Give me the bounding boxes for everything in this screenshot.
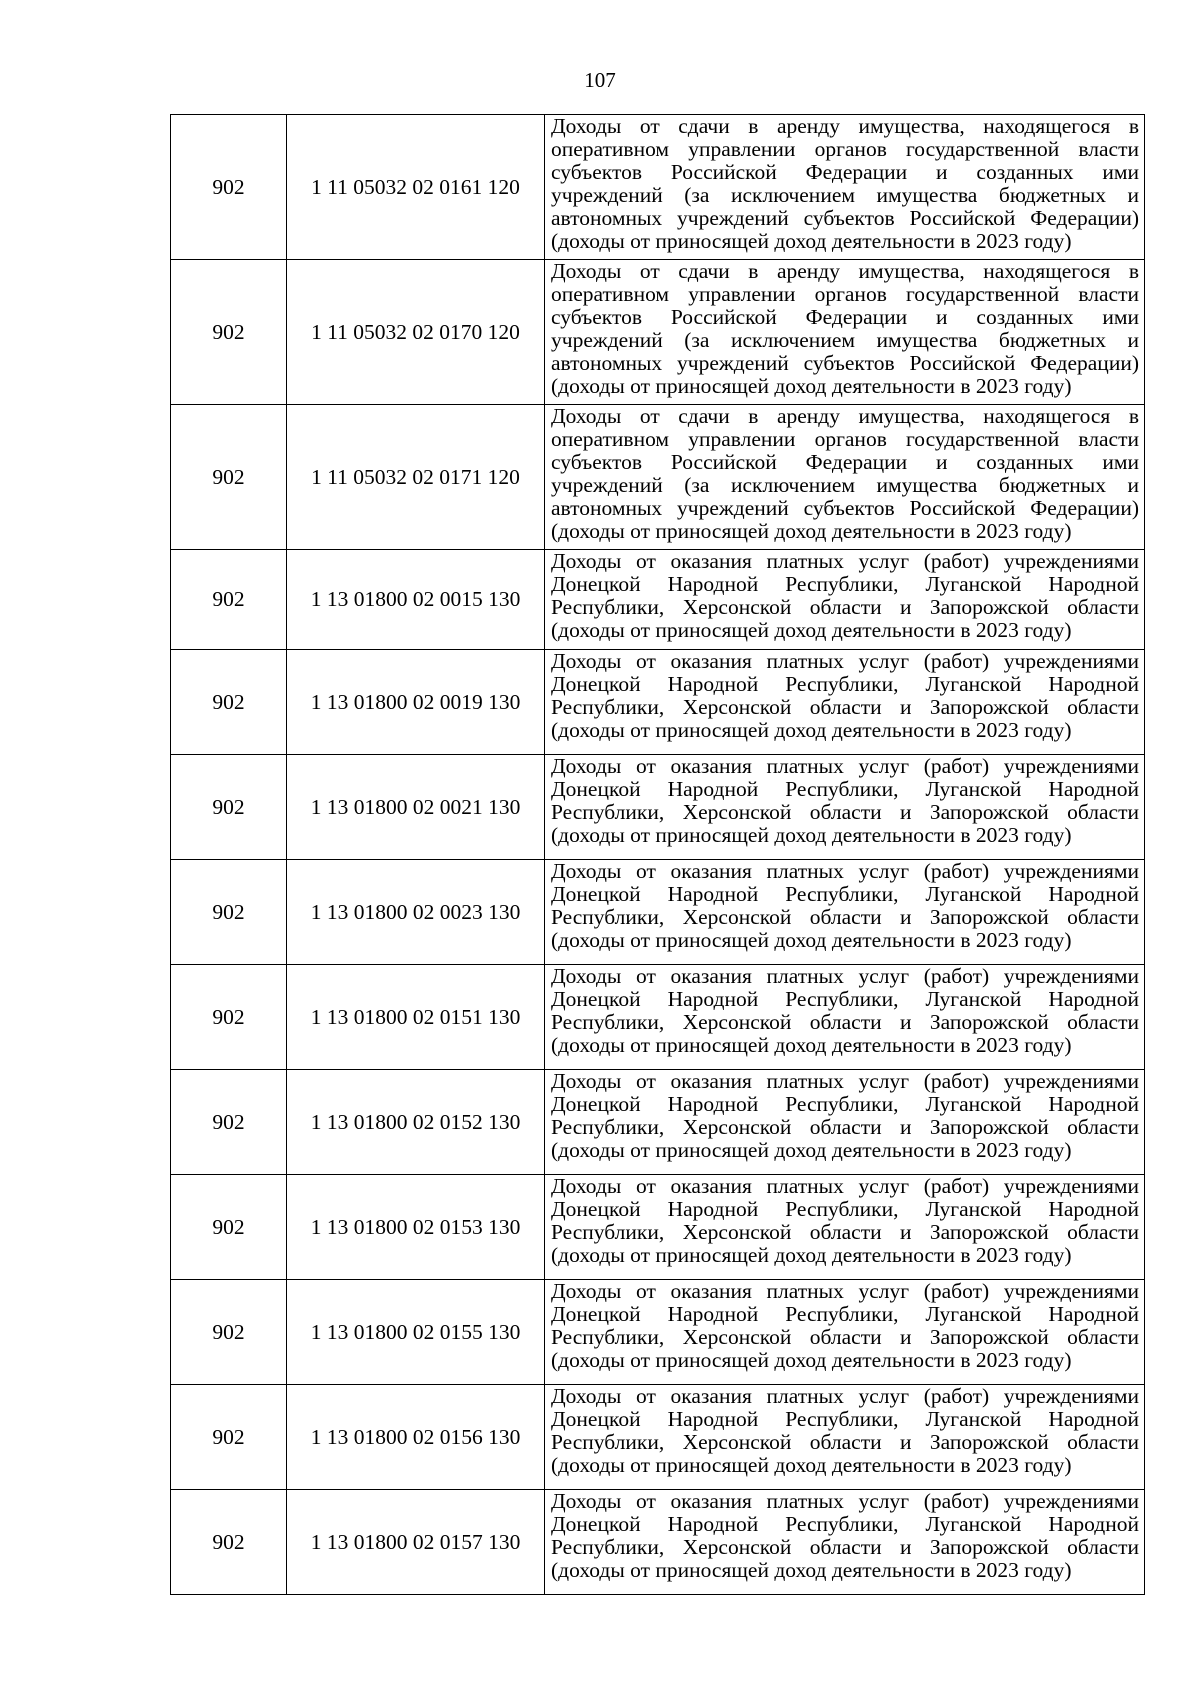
description-cell	[545, 965, 1145, 1070]
table-row	[171, 965, 1145, 1070]
description-cell	[545, 860, 1145, 965]
description-line: (доходы от приносящей доход деятельности в 2023 году)	[551, 1348, 1072, 1372]
admin-code-cell: 902	[171, 1175, 287, 1280]
description-line: (доходы от приносящей доход деятельности в 2023 году)	[551, 1033, 1072, 1057]
description-line: Доходы от оказания платных услуг (работ) учреждениями	[551, 754, 1139, 778]
budget-code-cell: 1 13 01800 02 0155 130	[287, 1280, 545, 1385]
description-cell	[545, 1070, 1145, 1175]
admin-code-cell: 902	[171, 755, 287, 860]
description-line: Доходы от оказания платных услуг (работ) учреждениями	[551, 1279, 1139, 1303]
description-line: Республики, Херсонской области и Запорожской области	[551, 1535, 1139, 1559]
admin-code-cell: 902	[171, 550, 287, 650]
budget-code-cell: 1 13 01800 02 0157 130	[287, 1490, 545, 1595]
description-line: оперативном управлении органов государственной власти	[551, 282, 1139, 306]
description-line: Донецкой Народной Республики, Луганской Народной	[551, 1092, 1139, 1116]
description-line: учреждений (за исключением имущества бюджетных и	[551, 183, 1139, 207]
admin-code-cell: 902	[171, 1070, 287, 1175]
description-cell	[545, 260, 1145, 405]
description-line: (доходы от приносящей доход деятельности в 2023 году)	[551, 618, 1072, 642]
table-row	[171, 115, 1145, 260]
table-row	[171, 650, 1145, 755]
description-cell	[545, 755, 1145, 860]
description-line: Республики, Херсонской области и Запорожской области	[551, 1115, 1139, 1139]
description-line: Республики, Херсонской области и Запорожской области	[551, 595, 1139, 619]
description-line: (доходы от приносящей доход деятельности в 2023 году)	[551, 1558, 1072, 1582]
table-row	[171, 1385, 1145, 1490]
description-line: Республики, Херсонской области и Запорожской области	[551, 905, 1139, 929]
budget-code-cell: 1 13 01800 02 0015 130	[287, 550, 545, 650]
description-line: Доходы от сдачи в аренду имущества, находящегося в	[551, 259, 1139, 283]
description-cell	[545, 1280, 1145, 1385]
table-row	[171, 755, 1145, 860]
description-line: (доходы от приносящей доход деятельности в 2023 году)	[551, 718, 1072, 742]
description-line: автономных учреждений субъектов Российской Федерации)	[551, 206, 1139, 230]
description-line: Донецкой Народной Республики, Луганской Народной	[551, 672, 1139, 696]
description-line: оперативном управлении органов государственной власти	[551, 137, 1139, 161]
description-line: учреждений (за исключением имущества бюджетных и	[551, 328, 1139, 352]
description-line: автономных учреждений субъектов Российской Федерации)	[551, 351, 1139, 375]
description-line: оперативном управлении органов государственной власти	[551, 427, 1139, 451]
description-line: Донецкой Народной Республики, Луганской Народной	[551, 777, 1139, 801]
budget-code-cell: 1 11 05032 02 0161 120	[287, 115, 545, 260]
description-line: Донецкой Народной Республики, Луганской Народной	[551, 572, 1139, 596]
admin-code-cell: 902	[171, 1385, 287, 1490]
description-line: Республики, Херсонской области и Запорожской области	[551, 800, 1139, 824]
revenue-codes-table	[170, 114, 1145, 1595]
table-body	[171, 115, 1145, 1595]
description-cell	[545, 650, 1145, 755]
description-line: Донецкой Народной Республики, Луганской Народной	[551, 987, 1139, 1011]
description-line: Донецкой Народной Республики, Луганской Народной	[551, 882, 1139, 906]
admin-code-cell: 902	[171, 405, 287, 550]
description-cell	[545, 550, 1145, 650]
admin-code-cell: 902	[171, 1280, 287, 1385]
description-line: Республики, Херсонской области и Запорожской области	[551, 1430, 1139, 1454]
description-line: учреждений (за исключением имущества бюджетных и	[551, 473, 1139, 497]
table-row	[171, 860, 1145, 965]
description-line: Доходы от оказания платных услуг (работ) учреждениями	[551, 1174, 1139, 1198]
description-line: (доходы от приносящей доход деятельности в 2023 году)	[551, 1243, 1072, 1267]
budget-code-cell: 1 13 01800 02 0151 130	[287, 965, 545, 1070]
description-cell	[545, 115, 1145, 260]
description-cell	[545, 405, 1145, 550]
description-cell	[545, 1175, 1145, 1280]
budget-code-cell: 1 13 01800 02 0019 130	[287, 650, 545, 755]
page-number: 107	[584, 68, 616, 92]
table-row	[171, 550, 1145, 650]
budget-code-cell: 1 11 05032 02 0170 120	[287, 260, 545, 405]
table-row	[171, 1070, 1145, 1175]
table-row	[171, 1280, 1145, 1385]
description-line: Донецкой Народной Республики, Луганской Народной	[551, 1302, 1139, 1326]
description-line: Доходы от оказания платных услуг (работ) учреждениями	[551, 859, 1139, 883]
description-line: Республики, Херсонской области и Запорожской области	[551, 1220, 1139, 1244]
description-line: (доходы от приносящей доход деятельности в 2023 году)	[551, 229, 1072, 253]
description-line: Донецкой Народной Республики, Луганской Народной	[551, 1512, 1139, 1536]
table-row	[171, 1175, 1145, 1280]
admin-code-cell: 902	[171, 965, 287, 1070]
description-line: Республики, Херсонской области и Запорожской области	[551, 695, 1139, 719]
budget-code-cell: 1 13 01800 02 0021 130	[287, 755, 545, 860]
description-line: (доходы от приносящей доход деятельности в 2023 году)	[551, 1453, 1072, 1477]
budget-code-cell: 1 11 05032 02 0171 120	[287, 405, 545, 550]
budget-code-cell: 1 13 01800 02 0153 130	[287, 1175, 545, 1280]
admin-code-cell: 902	[171, 650, 287, 755]
table-row	[171, 1490, 1145, 1595]
admin-code-cell: 902	[171, 260, 287, 405]
table-row	[171, 405, 1145, 550]
description-line: (доходы от приносящей доход деятельности в 2023 году)	[551, 823, 1072, 847]
description-line: Доходы от сдачи в аренду имущества, находящегося в	[551, 404, 1139, 428]
description-line: субъектов Российской Федерации и созданных ими	[551, 305, 1139, 329]
budget-code-cell: 1 13 01800 02 0152 130	[287, 1070, 545, 1175]
table-row	[171, 260, 1145, 405]
description-line: субъектов Российской Федерации и созданных ими	[551, 450, 1139, 474]
description-line: Доходы от оказания платных услуг (работ) учреждениями	[551, 649, 1139, 673]
description-line: Республики, Херсонской области и Запорожской области	[551, 1010, 1139, 1034]
description-line: Доходы от оказания платных услуг (работ) учреждениями	[551, 549, 1139, 573]
admin-code-cell: 902	[171, 860, 287, 965]
description-line: Доходы от оказания платных услуг (работ) учреждениями	[551, 1384, 1139, 1408]
admin-code-cell: 902	[171, 115, 287, 260]
description-line: (доходы от приносящей доход деятельности в 2023 году)	[551, 374, 1072, 398]
description-line: Донецкой Народной Республики, Луганской Народной	[551, 1197, 1139, 1221]
description-line: Донецкой Народной Республики, Луганской Народной	[551, 1407, 1139, 1431]
description-line: Доходы от оказания платных услуг (работ) учреждениями	[551, 1489, 1139, 1513]
description-line: субъектов Российской Федерации и созданных ими	[551, 160, 1139, 184]
budget-code-cell: 1 13 01800 02 0156 130	[287, 1385, 545, 1490]
description-line: (доходы от приносящей доход деятельности в 2023 году)	[551, 519, 1072, 543]
description-line: автономных учреждений субъектов Российской Федерации)	[551, 496, 1139, 520]
description-line: Доходы от оказания платных услуг (работ) учреждениями	[551, 964, 1139, 988]
description-line: Доходы от сдачи в аренду имущества, находящегося в	[551, 114, 1139, 138]
description-cell	[545, 1385, 1145, 1490]
description-line: (доходы от приносящей доход деятельности в 2023 году)	[551, 928, 1072, 952]
description-line: Республики, Херсонской области и Запорожской области	[551, 1325, 1139, 1349]
description-cell	[545, 1490, 1145, 1595]
budget-code-cell: 1 13 01800 02 0023 130	[287, 860, 545, 965]
description-line: (доходы от приносящей доход деятельности в 2023 году)	[551, 1138, 1072, 1162]
description-line: Доходы от оказания платных услуг (работ) учреждениями	[551, 1069, 1139, 1093]
admin-code-cell: 902	[171, 1490, 287, 1595]
